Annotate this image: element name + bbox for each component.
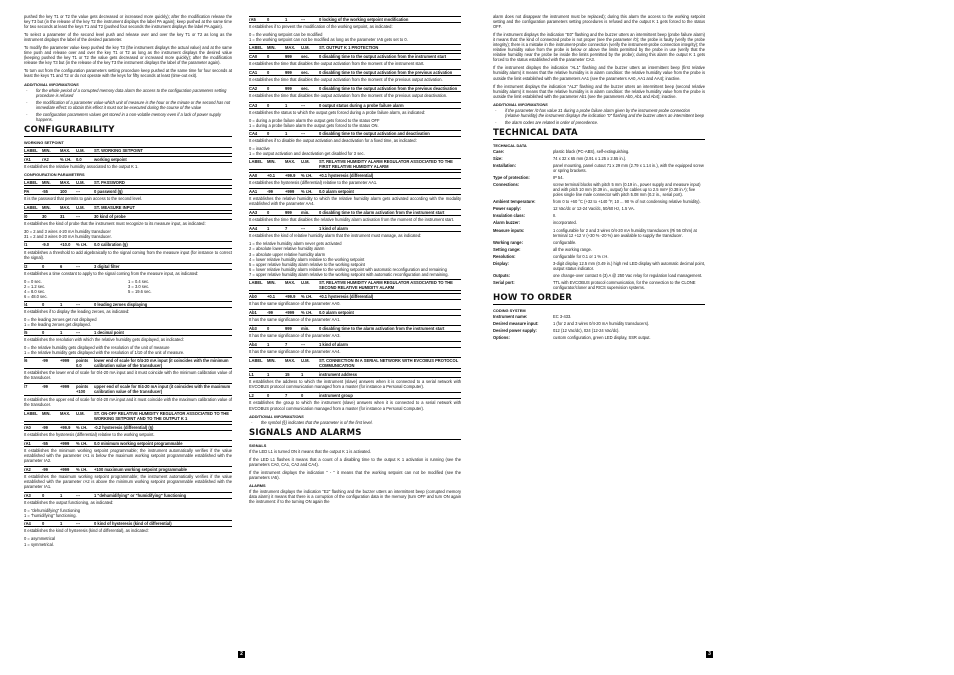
param-row-ca2: CA2 0 999 sec. 0 disabling time to the output activation from the previous deactivation [249, 85, 461, 92]
data-row-value: 12 Vac/dc or 12-24 Vac/dc, 50/60 Hz, 1.5 VA. [553, 206, 635, 212]
data-row [493, 335, 705, 340]
working-setpoint-title: WORKING SETPOINT [24, 139, 64, 145]
heading-rule [24, 136, 232, 137]
data-row-value: configurable for 0.1 or 1 % r.H. [553, 253, 609, 259]
data-row-value: 1 configurable for 2 and 3 wires 0/4-20 mA humidity transducers (Ri 56 Ohm) at terminal 12 +12 V (+30 % -20 %) are available to supply the transducer. [553, 227, 697, 238]
data-row [493, 273, 705, 278]
data-row-key: Desired power supply: [493, 328, 537, 334]
param-row-ab0: Ab0 +0.1 +99.9 % r.H. +0.1 hysteresis (differential) [249, 293, 461, 300]
option-item: 1 = "humidifying" functioning. [24, 513, 77, 519]
param-row-p4: /4 0 1 --- 0 leading zeroes displaying [24, 301, 232, 308]
param-desc: It establishes the time that disables the relative humidity alarm activation from the moment of the instrument start. [249, 217, 455, 223]
intro-para-4: To turn out from the configuration parameters setting procedure keep pushed at the same time for four seconds at least the keys T1 and T2 or do not operate with the keys for fifty seconds at least (time-out exit). [24, 68, 232, 79]
param-table-header: LABEL MIN. MAX. U.M. ST. CONNECTION IN A SERIAL NETWORK WITH EVCOBUS PROTOCOL COMMUNICATION [249, 357, 461, 369]
param-desc: It establishes the status to which the output gets forced during a probe failure alarm, as indicated: [249, 109, 426, 115]
alarm-para-1: alarm does not disappear the instrument must be replaced); during this alarm the access to the working setpoint setting and the configuration parameters setting procedures is refused and the output K 1 gets forced to the status OFF. [493, 14, 705, 30]
param-row-l1: L1 1 15 1 instrument address [249, 371, 461, 378]
data-row-key: Instrument name: [493, 314, 528, 320]
option-item: 30 = 2 and 3 wires 4-20 mA humidity transducer [24, 229, 111, 235]
param-table-header: LABEL MIN. MAX. U.M. ST. RELATIVE HUMIDITY ALARM REGULATOR ASSOCIATED TO THE SECOND RELATIVE HUMIDITY ALARM [249, 279, 461, 291]
additional-info-title: ADDITIONAL INFORMATIONS [493, 101, 548, 107]
data-row [493, 206, 705, 211]
signals-title: SIGNALS [249, 442, 267, 448]
data-row-key: Working range: [493, 239, 523, 245]
additional-info-title: ADDITIONAL INFORMATIONS [24, 81, 79, 87]
param-desc: It establishes the kind of hysteresis (kind of differential), as indicated: [24, 528, 149, 534]
data-row-value: EC 3-433. [553, 314, 572, 320]
param-desc: It has the same significance of the parameter AA0. [249, 300, 341, 306]
data-row [493, 254, 705, 259]
heading-rule [493, 304, 705, 305]
option-item: 0 = the leading zeroes get not displayed [24, 316, 97, 322]
param-desc: It establishes the upper end of scale for 0/4-20 mA input and it must coincide with the maximum calibration value of the transducer. [24, 396, 232, 407]
data-row-key: Connections: [493, 182, 520, 188]
page-number-right: 3 [706, 651, 713, 658]
technical-data-list [493, 149, 705, 290]
data-row-value: 1 (for 2 and 3 wires 0/4-20 mA humidity transducers). [553, 321, 650, 327]
note-2: - the alarm codes are related in order of precedence. [493, 120, 705, 125]
option-item: 0 = inactive [249, 145, 270, 151]
param-desc: It establishes the hysteresis (differential) relative to the parameter AA1. [249, 180, 378, 186]
intro-para-3: To modify the parameter value keep pushed the key T3 (the instrument displays the actual value) and at the same time push and release over and over the key T1 or T2 as long as the instrument displays the desired value (keeping pushed the key T1 or T2 the value gets decreased or increased more quickly); after the modification release the key T3 but (in the release of the key T3 the instrument displays the label of the parameter again). [24, 45, 232, 66]
data-row [493, 175, 705, 180]
param-row-aa1: AA1 -99 +999 % r.H. 0.0 alarm setpoint [249, 188, 461, 195]
param-row-ab3: Ab3 0 999 min. 0 disabling time to the alarm activation from the instrument start [249, 325, 461, 332]
coding-system-list [493, 314, 705, 340]
param-desc: It has the same significance of the parameter AA4. [249, 349, 341, 355]
data-row-key: Measure inputs: [493, 227, 525, 233]
param-table-header: LABEL MIN. MAX. U.M. ST. MEASURE INPUT [24, 204, 232, 211]
param-row-ca3: CA3 0 1 --- 0 output status during a probe failure alarm [249, 102, 461, 109]
heading-rule [249, 439, 461, 440]
data-row-value: 74 x 32 x 65 mm (2.91 x 1.25 x 2.55 in.). [553, 155, 627, 161]
option-item: 1 = the relative humidity alarm never gets activated [249, 241, 342, 247]
param-row-p0: /0 30 31 --- 30 kind of probe [24, 213, 232, 220]
note-1: - the symbol (§) indicates that the parameter is of the first level. [249, 420, 461, 425]
alarms-title: ALARMS [249, 482, 266, 488]
data-row [493, 261, 705, 271]
additional-info-title: ADDITIONAL INFORMATIONS [249, 413, 304, 419]
param-desc: It establishes the time that disables the output activation from the moment of the instrument start. [249, 61, 425, 67]
data-row-value: configurable. [553, 239, 577, 245]
section-heading-how-to-order: HOW TO ORDER [493, 292, 573, 303]
signal-para-1: If the LED L1 is turned ON it means that the output K 1 is activated. [249, 448, 371, 454]
data-row-value: incorporated. [553, 220, 577, 226]
note-3: - the configuration parameters values get stored in a non-volatile memory even if a lack of power supply happens. [24, 112, 232, 122]
data-row-value: 3-digit display 12.5 mm (0.49 in.) high red LED display with automatic decimal point, output status indicator. [553, 260, 705, 271]
param-desc: It establishes the hysteresis (differential) relative to the working setpoint. [24, 431, 155, 437]
param-desc: It establishes the lower end of scale for 0/4-20 mA input and it must coincide with the minimum calibration value of the transducer. [24, 370, 232, 381]
note-2: - the modification of a parameter value which unit of measure is the hour or the minute or the second has not immediate effect: to obtain this effect it must not be executed during the course of the value [24, 100, 232, 110]
param-desc: It establishes the kind of probe that the instrument must recognize to its measure input, as indicated: [24, 221, 206, 227]
note-1: - for the whole period of a corrupted memory data alarm the access to the configuration parameters setting procedure is refused [24, 88, 232, 98]
param-desc: It establishes the relative humidity to which the relative humidity alarm gets activated according with the modality established with the parameter AA4. [249, 196, 461, 207]
alarm-para-4: If the instrument displays the indication "AL2" flashing and the buzzer utters an intermittent beep (second relative humidity alarm) it means that the relative humidity is in alarm condition: the relative humidity value from the probe is outside the limit established with the parameter Ab1 (see the parameters Ab0, Ab1 and Ab4); inactive. [493, 83, 705, 99]
param-table-header: LABEL MIN. MAX. U.M. ST. ON-OFF RELATIVE HUMIDITY REGULATOR ASSOCIATED TO THE WORKING SETPOINT AND TO THE OUTPUT K 1 [24, 410, 232, 422]
option-item: 5 = upper relative humidity alarm relative to the working setpoint [249, 261, 365, 267]
data-row-key: Case: [493, 148, 505, 154]
data-row [493, 228, 705, 238]
param-row-ra4: rA4 0 1 --- 0 kind of hysteresis (kind of differential) [24, 520, 232, 527]
signal-para-3: If the instrument displays the indication " - " it means that the working setpoint can not be modified (see the parameters rA5). [249, 469, 461, 480]
param-row-ra2: rA2 -99 +999 % r.H. +100 maximum working setpoint programmable [24, 466, 232, 473]
param-row-aa4: AA4 1 7 --- 1 kind of alarm [249, 225, 461, 232]
data-row-value: custom configuration, green LED display, SSR output. [553, 335, 651, 341]
param-row-ra5: rA5 0 1 --- 0 locking of the working setpoint modification [249, 16, 461, 23]
data-row-value: all the working range. [553, 246, 592, 252]
data-row-value: one change-over contact 6 (3) A @ 250 Vac relay for regulation load management. [553, 272, 703, 278]
data-row-key: Outputs: [493, 272, 511, 278]
section-heading-technical-data: TECHNICAL DATA [493, 127, 578, 138]
option-item: 0 = the working setpoint can be modified [249, 32, 323, 38]
param-desc: It establishes if to disable the output activation and deactivation for a fixed time, as indicated: [249, 137, 417, 143]
configuration-parameters-title: CONFIGURATION PARAMETERS [24, 172, 85, 178]
option-item: 2 = absolute lower relative humidity alarm [249, 246, 325, 252]
param-desc: It is the password that permits to gain access to the second level. [24, 196, 143, 202]
intro-para-2: To select a parameter of the second level push and release over and over the key T1 or T2 as long as the instrument displays the label of the desired parameter. [24, 32, 232, 43]
data-row-value: plastic black (PC-ABS), self-extinguishing. [553, 148, 630, 154]
data-row-key: Alarm buzzer: [493, 220, 521, 226]
option-item: 31 = 2 and 3 wires 0-20 mA humidity transducer. [24, 234, 112, 240]
data-row-key: Display: [493, 260, 509, 266]
param-desc: It establishes a threshold to add algebraically to the signal coming from the measure input (for instance to correct the signal). [24, 249, 232, 260]
option-item: 1 = the relative humidity gets displayed with the resolution of 1/10 of the unit of measure. [24, 350, 185, 356]
option-item: 4 = lower relative humidity alarm relative to the working setpoint [249, 256, 365, 262]
param-desc: It establishes the time that disables the output activation from the moment of the previous output activation. [249, 77, 443, 83]
data-row-value: IP 54. [553, 175, 564, 181]
param-row-ws: rA1 rA2 % r.H. 0.0 working setpoint [24, 156, 232, 163]
option-item: 0 = during a probe failure alarm the output gets forced to the status OFF [249, 117, 380, 123]
column-3 [493, 14, 705, 662]
param-row-ca1: CA1 0 999 sec. 0 disabling time to the output activation from the previous activation [249, 69, 461, 76]
param-row-ab1: Ab1 -99 +999 % r.H. 0.0 alarm setpoint [249, 309, 461, 316]
param-desc: It establishes if to display the leading zeroes, as indicated: [24, 308, 130, 314]
param-desc: It establishes if to prevent the modification of the working setpoint, as indicated: [249, 24, 393, 30]
param-table-header: LABEL MIN. MAX. U.M. ST. OUTPUT K 1 PROTECTION [249, 44, 461, 51]
data-row-key: Serial port: [493, 279, 515, 285]
param-row-l2: L2 0 7 0 instrument group [249, 392, 461, 399]
alarm-para-3: If the instrument displays the indication "AL1" flashing and the buzzer utters an intermittent beep (first relative humidity alarm) it means that the relative humidity is in alarm condition: the relative humidity value from the probe is outside the limit established with the parameters AA1 (see the parameters AA0, AA1 and AA4); inactive. [493, 65, 705, 81]
param-table-header: LABEL MIN. MAX. U.M. ST. RELATIVE HUMIDITY ALARM REGULATOR ASSOCIATED TO THE FIRST RELATIVE HUMIDITY ALARM [249, 158, 461, 170]
param-row-pa: PA -55 100 --- 0 password (§) [24, 188, 232, 195]
param-desc: It has the same significance of the parameter AA1. [249, 316, 341, 322]
data-row [493, 220, 705, 225]
param-row-p1: /1 -9.0 +10.0 % r.H. 0.0 calibration (§) [24, 241, 232, 248]
option-grid: 0 = 0 sec. 1 = 0.4 sec. 2 = 1.2 sec. 3 = 3.0 sec. 4 = 8.0 sec. 5 = 19.6 sec. 6 = 48.0 sec. [24, 278, 152, 299]
data-row [493, 321, 705, 326]
data-row-key: Ambient temperature: [493, 199, 536, 205]
data-row-key: Desired measure input: [493, 321, 539, 327]
option-item: 1 = the output activation and deactivation get disabled for 3 sec. [249, 150, 365, 156]
param-table-header: LABEL MIN. MAX. U.M. ST. WORKING SETPOINT [24, 147, 232, 154]
param-desc: It establishes the output functioning, as indicated: [24, 500, 114, 506]
page-number-left: 2 [238, 651, 245, 658]
param-row-ra3: rA3 0 1 --- 1 "dehumidifying" or "humidifying" functioning [24, 492, 232, 499]
param-desc: It establishes the relative humidity associated to the output K 1. [24, 163, 139, 169]
data-row [493, 156, 705, 161]
option-item: 3 = absolute upper relative humidity alarm [249, 251, 326, 257]
data-row [493, 199, 705, 204]
param-desc: It establishes the time that disables the output activation from the moment of the previous output deactivation. [249, 93, 448, 99]
data-row-value: panel mounting, panel cutout 71 x 29 mm (2.79 x 1.14 in.), with the equipped screw or spring brackets. [553, 163, 704, 174]
param-desc: It establishes the address to which the instrument (slave) answers when it is connected to a serial network with EVCOBUS protocol communication managed from a master (for instance a Personal Computer). [249, 379, 461, 390]
data-row-key: Type of protection: [493, 175, 530, 181]
data-row-key: Power supply: [493, 206, 521, 212]
param-desc: It establishes the resolution with which the relative humidity gets displayed, as indicated: [24, 337, 184, 343]
alarm-para-2: If the instrument displays the indication "E0" flashing and the buzzer utters an intermittent beep (probe failure alarm) it means that: the kind of connected probe is not proper (see the parameter /0); the probe is faulty (verify the probe integrity); there is a mistake in the instrument-probe connection (verify the instrument-probe connection integrity); the relative humidity value from the probe is below or above the limits permitted by the probe in use (verify that the relative humidity near the probe be inside the limits permitted by the probe); during this alarm the output K 1 gets forced to the status established with the parameter CA3. [493, 32, 705, 63]
param-row-ca0: CA0 0 999 sec. 0 disabling time to the output activation from the instrument start [249, 53, 461, 60]
data-row [493, 328, 705, 333]
param-row-ra0: rA0 -99 +99.9 % r.H. -0.2 hysteresis (differential) (§) [24, 424, 232, 431]
option-item: 0 = "dehumidifying" functioning [24, 508, 81, 514]
data-row-value: TTL with EVCOBUS protocol communication, for the connection to the CLONE configurator/cloner and RICS supervision systems. [553, 279, 696, 290]
option-item: 0 = asymmetrical [24, 536, 56, 542]
option-item: 1 = symmetrical. [24, 541, 54, 547]
param-row-aa3: AA3 0 999 min. 0 disabling time to the alarm activation from the instrument start [249, 209, 461, 216]
column-2 [249, 14, 461, 662]
option-item: 1 = the working setpoint can not be modified as long as the parameter rA5 gets set to 0. [249, 37, 408, 43]
param-table-header: LABEL MIN. MAX. U.M. ST. PASSWORD [24, 179, 232, 186]
data-row [493, 314, 705, 319]
data-row-value: from 0 to +60 °C (+32 to +140 °F, 10 ... 90 % of not condensing relative humidity). [553, 199, 701, 205]
coding-system-title: CODING SYSTEM [493, 307, 526, 313]
data-row-value: 012 (12 Vac/dc), 024 (12-24 Vac/dc). [553, 328, 620, 334]
data-row-value: screw terminal blocks with pitch 5 mm (0.19 in., power supply and measure input) and with pitch 10 mm (0.39 in., output) for cables up to 2.5 mm² (0.38 in.²); five poles single line male connector with pitch 5.08 mm (0.2 in., serial port). [553, 182, 701, 198]
param-row-ra1: rA1 -55 +999 % r.H. 0.0 minimum working setpoint programmable [24, 440, 232, 447]
param-row-p7: /7 -99 +999 points +100 upper end of scale for 0/4-20 mA input (it coincides with the maximum calibration value of the transducer) [24, 384, 231, 395]
param-row-ca4: CA4 0 1 --- 0 disabling time to the output activation and deactivation [249, 130, 461, 137]
data-row-key: Installation: [493, 163, 516, 169]
param-desc: It establishes the kind of relative humidity alarm that the instrument must manage, as indicated: [249, 233, 422, 239]
param-row-p6: /6 -99 +999 points 0.0 lower end of scale for 0/4-20 mA input (it coincides with the minimum calibration value of the transducer) [24, 357, 232, 369]
intro-para-1: pushed the key T1 or T2 the value gets decreased or increased more quickly); after the modification release the key T3 but (in the release of the key T2 the instrument displays the label PA again); keep pushed at the same time for two seconds at least the keys T1 and T2 (pushed four seconds the instrument displays the label PA again). [24, 14, 232, 30]
data-row [493, 213, 705, 218]
param-desc: It establishes the group to which the instrument (slave) answers when it is connected to a serial network with EVCOBUS protocol communication managed from a master (for instance a Personal Computer). [249, 400, 461, 411]
param-desc: It has the same significance of the parameter AA3. [249, 333, 341, 339]
data-row [493, 182, 705, 197]
heading-rule [493, 139, 705, 140]
data-row-key: Setting range: [493, 246, 521, 252]
param-desc: It establishes the maximum working setpoint programmable; the instrument automatically verifies if the value established with the parameter rA2 is above the minimum working setpoint programmable established with the parameter rA1. [24, 474, 232, 490]
param-row-p5: /5 0 1 --- 1 decimal point [24, 329, 232, 336]
signal-para-2: If the LED L1 flashes it means that a count of a disabling time to the output K 1 activation is running (see the parameters CA0, CA1, CA2 and CA4). [249, 456, 461, 467]
technical-data-title: TECHNICAL DATA [493, 142, 527, 148]
param-desc: It establishes the minimum working setpoint programmable; the instrument automatically verifies if the value established with the parameter rA1 is below the maximum working setpoint programmable established with the parameter rA2. [24, 447, 232, 463]
param-row-aa0: AA0 +0.1 +99.9 % r.H. +0.1 hysteresis (differential) [249, 172, 461, 179]
param-row-ab4: Ab4 1 7 --- 1 kind of alarm [249, 341, 461, 348]
data-row-key: Resolution: [493, 253, 516, 259]
param-desc: It establishes a time constant to apply to the signal coming from the measure input, as indicated: [24, 270, 199, 276]
data-row-key: Size: [493, 155, 503, 161]
option-item: 0 = the relative humidity gets displayed with the resolution of the unit of measure [24, 345, 170, 351]
data-row [493, 163, 705, 173]
note-1: - if the parameter /0 has value 31 during a probe failure alarm given by the instrument-probe connection (relative humidity) the instrument displays the indication "0" flashing and the buzzer utters an intermittent beep [493, 108, 705, 118]
data-row [493, 149, 705, 154]
section-heading-configurability: CONFIGURABILITY [24, 124, 115, 135]
param-row-p2: /2 0 6 --- 3 digital filter [24, 263, 232, 270]
data-row-value: II. [553, 213, 557, 219]
section-heading-signals-alarms: SIGNALS AND ALARMS [249, 427, 362, 438]
option-item: 1 = during a probe failure alarm the output gets forced to the status ON. [249, 122, 379, 128]
alarm-para: If the instrument displays the indication "E2" flashing and the buzzer utters an intermittent beep (corrupted memory data alarm) it means that there is a corruption of the configuration data in the memory (turn OFF and turn ON again the instrument: if to the turning ON again the [249, 489, 461, 505]
option-item: 7 = upper relative humidity alarm relative to the working setpoint with automatic reconfiguration and remaining. [249, 271, 449, 277]
data-row-key: Options: [493, 335, 510, 341]
data-row [493, 247, 705, 252]
data-row [493, 280, 705, 290]
column-1 [24, 14, 232, 662]
option-item: 6 = lower relative humidity alarm relative to the working setpoint with automatic reconfiguration and remaining [249, 266, 447, 272]
data-row [493, 240, 705, 245]
data-row-key: Insulation class: [493, 213, 526, 219]
option-item: 1 = the leading zeroes get displayed. [24, 322, 91, 328]
